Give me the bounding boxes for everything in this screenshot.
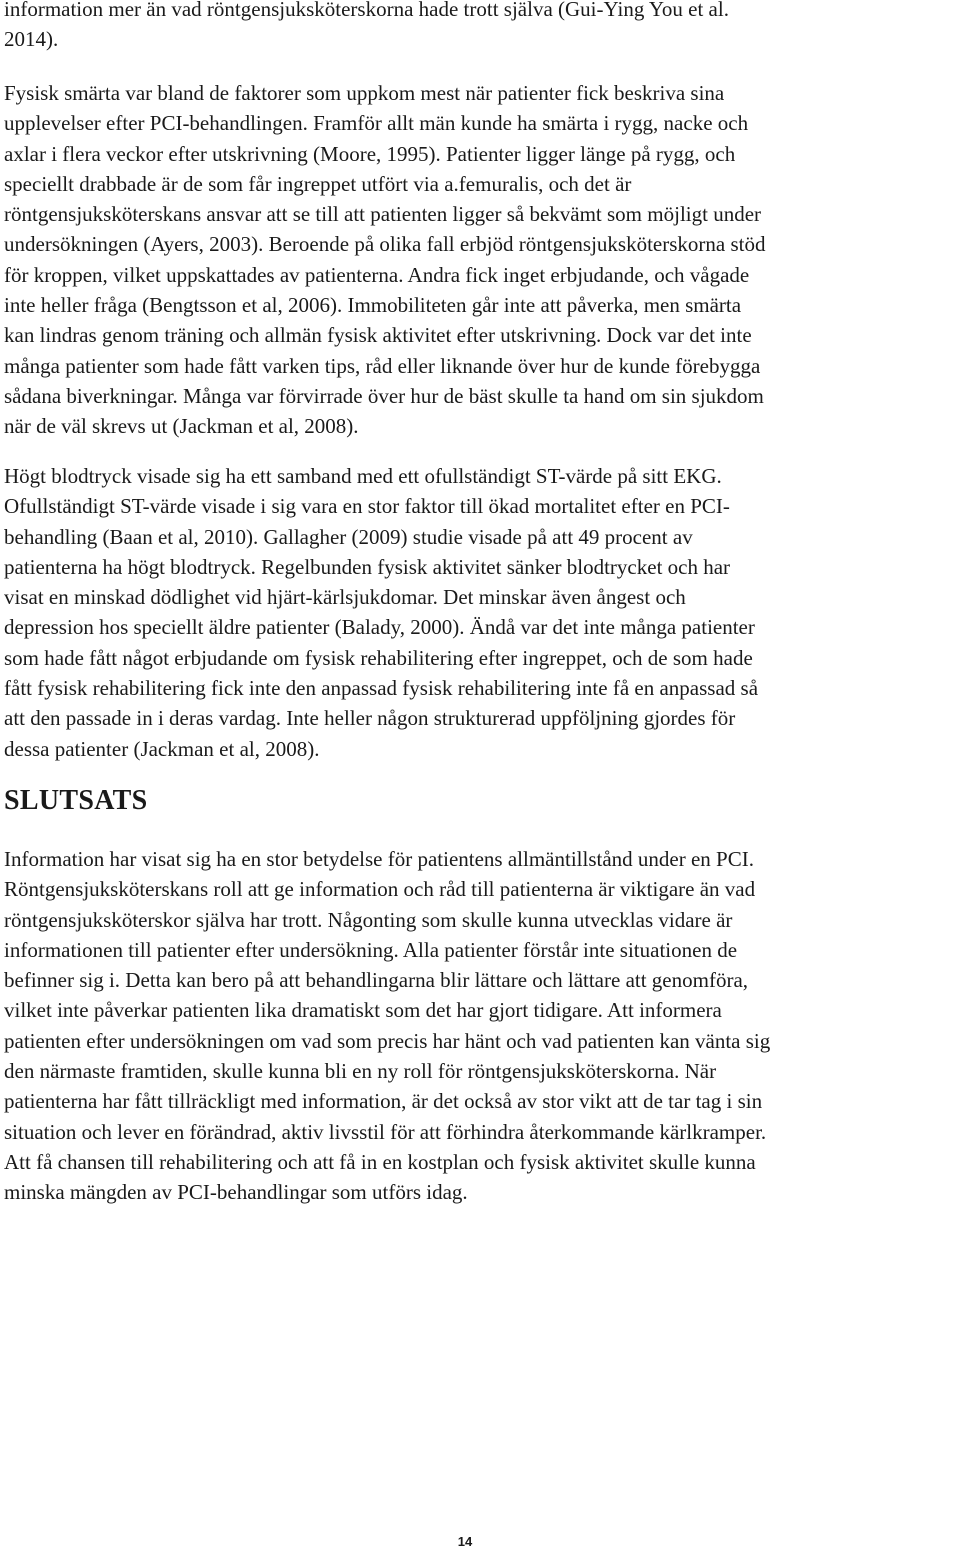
text-line: sådana biverkningar. Många var förvirrade över hur de bäst skulle ta hand om sin sjukdom <box>4 383 764 408</box>
text-line: Ofullständigt ST-värde visade i sig vara en stor faktor till ökad mortalitet efter en PCI- <box>4 494 730 519</box>
text-line: depression hos speciellt äldre patienter (Balady, 2000). Ändå var det inte många patienter <box>4 615 755 640</box>
text-line: att den passade in i deras vardag. Inte heller någon strukturerad uppföljning gjordes för <box>4 706 736 731</box>
text-line: Information har visat sig ha en stor betydelse för patientens allmäntillstånd under en PCI. <box>4 847 754 871</box>
paragraph-intro-continuation <box>4 0 957 55</box>
text-line: patienterna har fått tillräckligt med information, är det också av stor vikt att de tar tag i sin <box>4 1089 763 1114</box>
text-line: dessa patienter (Jackman et al, 2008). <box>4 736 320 761</box>
page-number: 14 <box>457 1534 473 1549</box>
text-line: upplevelser efter PCI-behandlingen. Framför allt män kunde ha smärta i rygg, nacke och <box>4 111 749 136</box>
text-line: Högt blodtryck visade sig ha ett samband med ett ofullständigt ST-värde på sitt EKG. <box>4 464 722 488</box>
text-line: undersökningen (Ayers, 2003). Beroende på olika fall erbjöd röntgensjuksköterskorna stöd <box>4 232 766 257</box>
paragraph-conclusion <box>4 844 957 1208</box>
text-line: speciellt drabbade är de som får ingreppet utfört via a.femuralis, och det är <box>4 171 632 196</box>
text-line: för kroppen, vilket uppskattades av patienterna. Andra fick inget erbjudande, och vågade <box>4 262 750 287</box>
text-line: inte heller fråga (Bengtsson et al, 2006). Immobiliteten går inte att påverka, men smärta <box>4 293 742 318</box>
text-line: den närmaste framtiden, skulle kunna bli en ny roll för röntgensjuksköterskorna. När <box>4 1059 717 1084</box>
text-line: Röntgensjuksköterskans roll att ge information och råd till patienterna är viktigare än vad <box>4 877 756 902</box>
section-heading: SLUTSATS <box>4 785 148 816</box>
text-line: kan lindras genom träning och allmän fysisk aktivitet efter utskrivning. Dock var det inte <box>4 323 752 348</box>
text-line: information mer än vad röntgensjuksköterskorna hade trott själva (Gui-Ying You et al. <box>4 0 729 21</box>
text-line: axlar i flera veckor efter utskrivning (Moore, 1995). Patienter ligger länge på rygg, och <box>4 141 736 166</box>
text-line: många patienter som hade fått varken tips, råd eller liknande över hur de kunde förebygga <box>4 353 761 378</box>
text-line: minska mängden av PCI-behandlingar som utförs idag. <box>4 1180 468 1205</box>
text-line: situation och lever en förändrad, aktiv livsstil för att förhindra återkommande kärlkramper. <box>4 1119 767 1144</box>
text-line: vilket inte påverkar patienten lika dramatiskt som det har gjort tidigare. Att informera <box>4 998 722 1023</box>
text-line: informationen till patienter efter undersökning. Alla patienter förstår inte situationen de <box>4 937 738 962</box>
paragraph-blood-pressure <box>4 461 957 764</box>
text-line: Fysisk smärta var bland de faktorer som uppkom mest när patienter fick beskriva sina <box>4 81 725 105</box>
text-line: Att få chansen till rehabilitering och att få in en kostplan och fysisk aktivitet skulle kunna <box>4 1149 756 1174</box>
text-line: 2014). <box>4 27 59 52</box>
text-line: patienterna ha högt blodtryck. Regelbunden fysisk aktivitet sänker blodtrycket och har <box>4 554 731 579</box>
text-line: som hade fått något erbjudande om fysisk rehabilitering efter ingreppet, och de som hade <box>4 645 753 670</box>
text-line: befinner sig i. Detta kan bero på att behandlingarna blir lättare och lättare att genomföra, <box>4 968 749 993</box>
text-line: behandling (Baan et al, 2010). Gallagher (2009) studie visade på att 49 procent av <box>4 524 693 549</box>
text-line: visat en minskad dödlighet vid hjärt-kärlsjukdomar. Det minskar även ångest och <box>4 585 686 610</box>
text-line: röntgensjuksköterskor själva har trott. Någonting som skulle kunna utvecklas vidare är <box>4 907 733 932</box>
text-line: röntgensjuksköterskans ansvar att se till att patienten ligger så bekvämt som möjligt under <box>4 202 762 227</box>
text-line: patienten efter undersökningen om vad som precis har hänt och vad patienten kan vänta sig <box>4 1028 771 1053</box>
text-line: när de väl skrevs ut (Jackman et al, 2008). <box>4 414 359 439</box>
text-line: fått fysisk rehabilitering fick inte den anpassad fysisk rehabilitering inte få en anpassad så <box>4 676 759 701</box>
paragraph-physical-pain <box>4 78 957 442</box>
